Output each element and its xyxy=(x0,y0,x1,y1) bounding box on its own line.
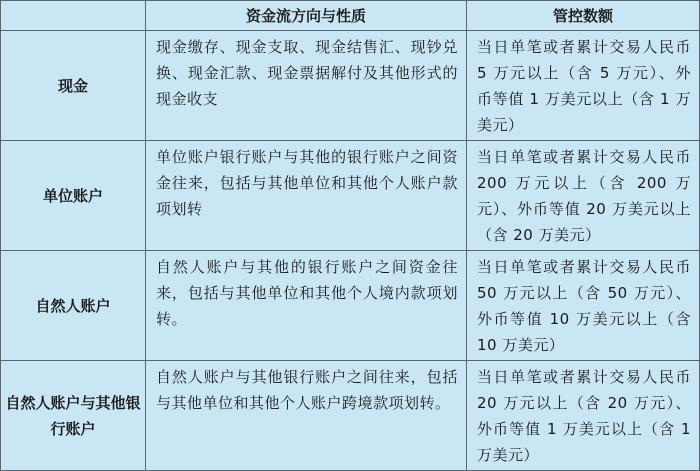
row-threshold: 当日单笔或者累计交易人民币 50 万元以上（含 50 万元）、外币等值 10 万美元以上（含 10 万美元） xyxy=(467,251,700,361)
row-nature: 现金缴存、现金支取、现金结售汇、现钞兑换、现金汇款、现金票据解付及其他形式的现金收支 xyxy=(146,31,467,141)
header-category xyxy=(1,1,146,31)
header-nature: 资金流方向与性质 xyxy=(146,1,467,31)
table-row xyxy=(1,31,700,141)
row-category: 自然人账户 xyxy=(1,251,146,361)
table-row xyxy=(1,141,700,251)
header-threshold: 管控数额 xyxy=(467,1,700,31)
header-row xyxy=(1,1,700,31)
row-category: 现金 xyxy=(1,31,146,141)
row-threshold: 当日单笔或者累计交易人民币 20 万元以上（含 20 万元）、外币等值 1 万美元以上（含 1 万美元） xyxy=(467,361,700,471)
row-nature: 自然人账户与其他银行账户之间往来，包括与其他单位和其他个人账户跨境款项划转。 xyxy=(146,361,467,471)
row-threshold: 当日单笔或者累计交易人民币 5 万元以上（含 5 万元）、外币等值 1 万美元以上（含 1 万美元） xyxy=(467,31,700,141)
row-category: 单位账户 xyxy=(1,141,146,251)
row-nature: 自然人账户与其他的银行账户之间资金往来，包括与其他单位和其他个人境内款项划转。 xyxy=(146,251,467,361)
row-category: 自然人账户与其他银行账户 xyxy=(1,361,146,471)
table-row xyxy=(1,361,700,471)
table-row xyxy=(1,251,700,361)
row-nature: 单位账户银行账户与其他的银行账户之间资金往来，包括与其他单位和其他个人账户款项划转 xyxy=(146,141,467,251)
row-threshold: 当日单笔或者累计交易人民币 200 万元以上（含 200 万元）、外币等值 20 万美元以上（含 20 万美元） xyxy=(467,141,700,251)
